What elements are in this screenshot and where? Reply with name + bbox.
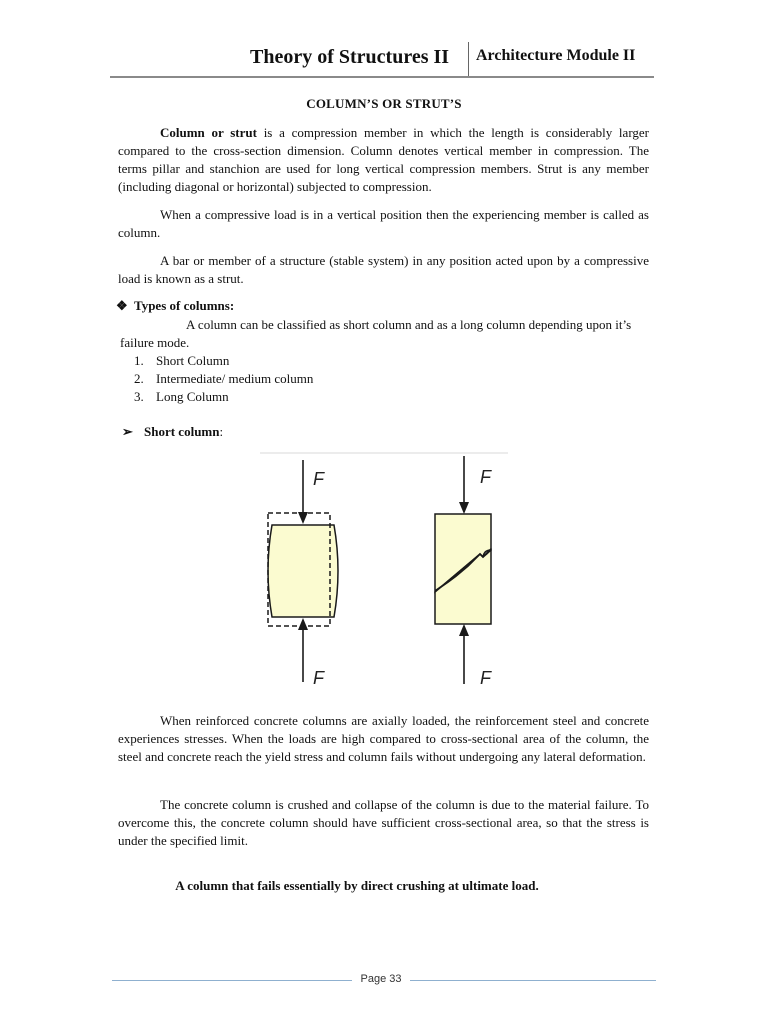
- footer-rule-left: [112, 980, 352, 981]
- header-rule: [110, 76, 654, 78]
- force-label-bottom: F: [480, 668, 491, 688]
- list-label: Long Column: [156, 389, 229, 404]
- shear-failure-column-diagram: [435, 456, 492, 688]
- failure-diagram: [258, 450, 514, 690]
- barrel-shape: [268, 525, 338, 617]
- types-list: [134, 352, 313, 406]
- types-heading: [116, 298, 234, 314]
- strut-text: A bar or member of a structure (stable system) in any position acted upon by a compressive load is known as a strut.: [118, 253, 649, 286]
- page-number: Page 33: [360, 973, 402, 985]
- short-column-colon: :: [219, 424, 224, 439]
- force-label-bottom: F: [313, 668, 324, 688]
- list-label: Short Column: [156, 353, 230, 368]
- page-title: COLUMN’S OR STRUT’S: [306, 96, 462, 111]
- list-item: [134, 388, 313, 406]
- summary-statement: A column that fails essentially by direct crushing at ultimate load.: [175, 878, 539, 893]
- term-column-or-strut: Column or strut: [160, 125, 257, 140]
- up-arrow-icon: [459, 624, 469, 636]
- paragraph-strut: [118, 252, 649, 288]
- force-label-top: F: [480, 467, 491, 487]
- short-column-figure: [258, 450, 514, 690]
- down-arrow-icon: [298, 512, 308, 524]
- list-item: [134, 352, 313, 370]
- types-description: [120, 316, 640, 352]
- header-course-title: Theory of Structures II: [250, 46, 450, 68]
- types-heading-text: Types of columns:: [134, 298, 235, 313]
- header-separator: [468, 42, 469, 76]
- force-label-top: F: [313, 469, 324, 489]
- types-description-text: A column can be classified as short column and as a long column depending upon it’s failure mode.: [120, 317, 632, 350]
- list-number: 3.: [134, 389, 144, 404]
- paragraph-definition: [118, 124, 649, 196]
- diamond-bullet-icon: ❖: [116, 298, 128, 313]
- short-column-heading: [122, 424, 223, 440]
- list-item: [134, 370, 313, 388]
- header-module-title: Architecture Module II: [476, 47, 636, 64]
- list-number: 1.: [134, 353, 144, 368]
- crushing-column-diagram: [268, 460, 338, 688]
- paragraph-crushing: [118, 796, 649, 850]
- paragraph-reinforced-concrete: [118, 712, 649, 766]
- up-arrow-icon: [298, 618, 308, 630]
- footer-rule-right: [410, 980, 656, 981]
- column-text: When a compressive load is in a vertical position then the experiencing member is called as column.: [118, 207, 649, 240]
- crushing-text: The concrete column is crushed and collapse of the column is due to the material failure. To overcome this, the concrete column should have sufficient cross-sectional area, so that the stress is under the specified limit.: [118, 797, 649, 848]
- list-label: Intermediate/ medium column: [156, 371, 314, 386]
- down-arrow-icon: [459, 502, 469, 514]
- arrow-bullet-icon: ➢: [122, 424, 133, 439]
- reinforced-concrete-text: When reinforced concrete columns are axially loaded, the reinforcement steel and concrete experiences stresses. When the loads are high compared to cross-sectional area of the column, the steel and concrete reach the yield stress and column fails without undergoing any lateral deformation.: [118, 713, 649, 764]
- definition-text: is a compression member in which the length is considerably larger compared to the cross-section dimension. Column denotes vertical member in compression. The terms pillar and stanchion are used for long vertical compression members. Strut is any member (including diagonal or horizontal) subjected to compression.: [118, 125, 650, 194]
- paragraph-column: [118, 206, 649, 242]
- list-number: 2.: [134, 371, 144, 386]
- short-column-heading-text: Short column: [144, 424, 220, 439]
